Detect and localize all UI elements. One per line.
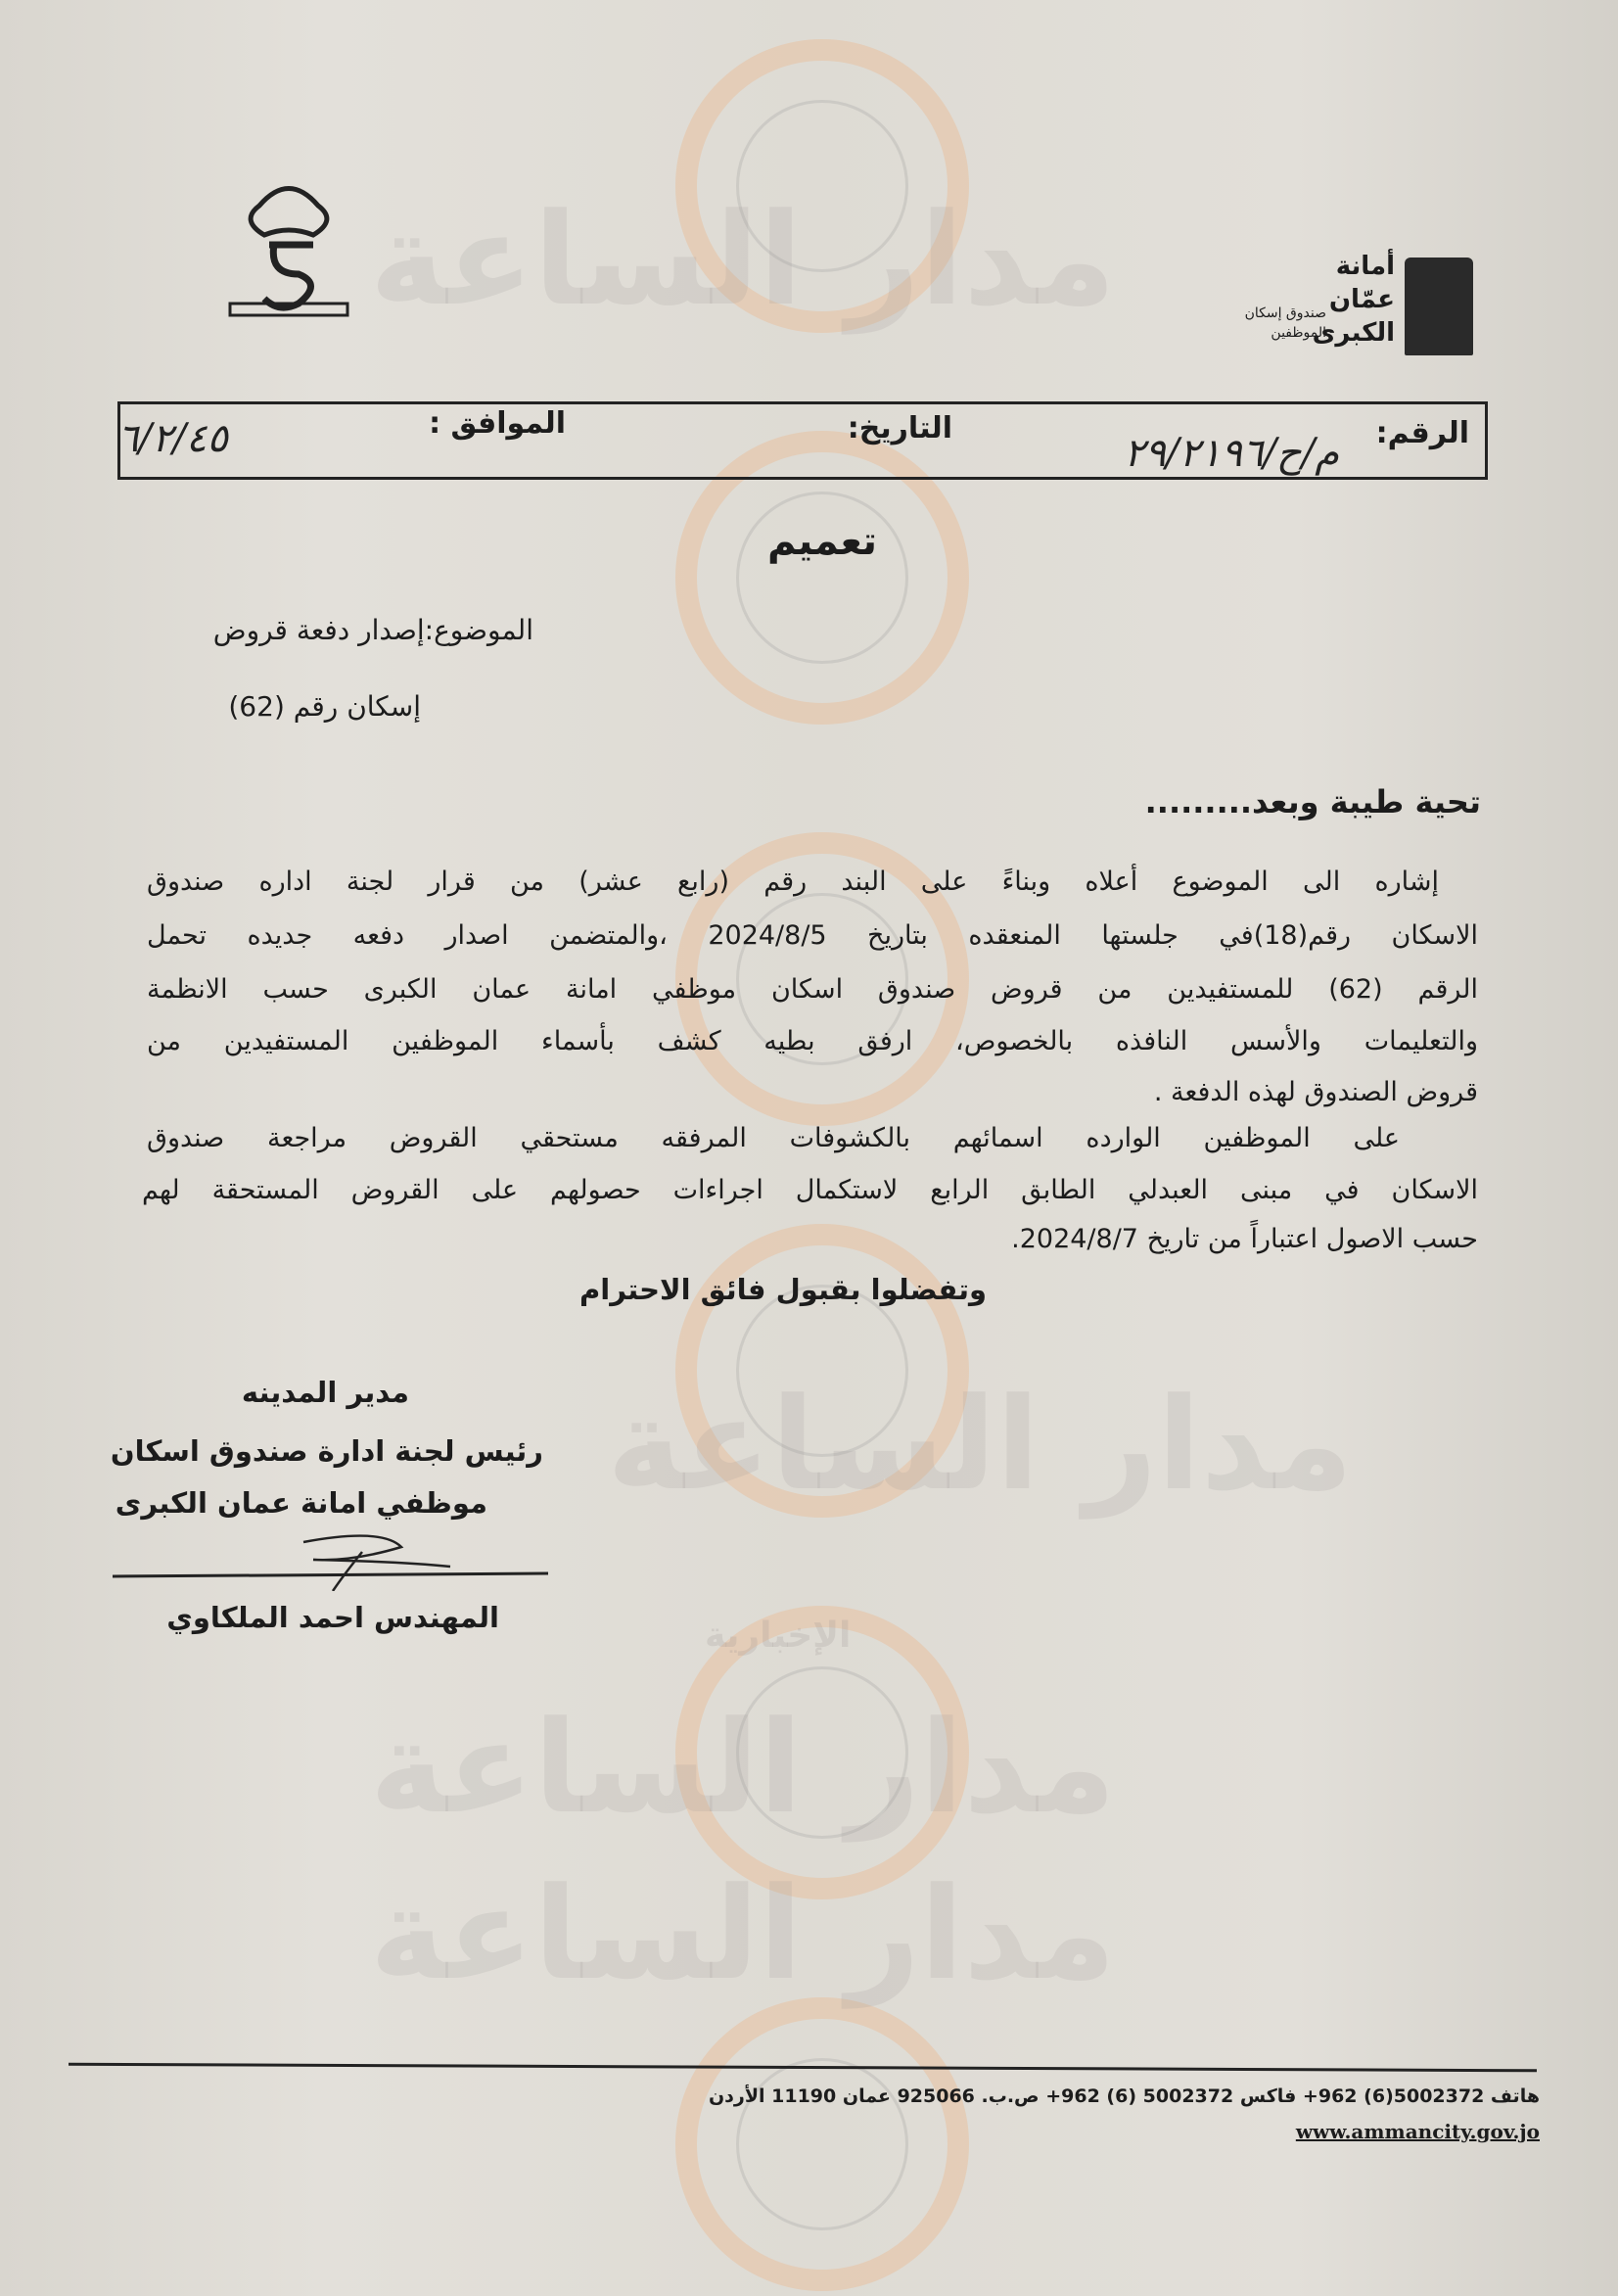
watermark-text: مدار الساعة	[607, 1370, 1354, 1519]
body-line: الاسكان في مبنى العبدلي الطابق الرابع لاستكمال اجراءات حصولهم على القروض المستحقة لهم	[142, 1175, 1478, 1205]
footer-contact: هاتف 5002372(6) 962+ فاكس 5002372 (6) 962+ ص.ب. 925066 عمان 11190 الأردن	[708, 2085, 1540, 2107]
signatory-title: مدير المدينه	[241, 1376, 409, 1409]
crown-emblem-logo	[220, 166, 357, 328]
subject-line-2: إسكان رقم (62)	[228, 690, 421, 723]
date-label: التاريخ:	[847, 411, 952, 445]
footer-website-link[interactable]: www.ammancity.gov.jo	[1295, 2120, 1540, 2143]
hijri-value: ٦/٢/٤٥	[117, 416, 228, 461]
signatory-title: رئيس لجنة ادارة صندوق اسكان	[110, 1434, 543, 1468]
subject-line: الموضوع:إصدار دفعة قروض	[212, 614, 533, 646]
watermark-clock	[675, 39, 969, 333]
body-line: إشاره الى الموضوع أعلاه وبناءً على البند رقم (رابع عشر) من قرار لجنة اداره صندوق	[147, 867, 1439, 897]
handwritten-signature	[108, 1523, 558, 1591]
closing: وتفضلوا بقبول فائق الاحترام	[579, 1273, 987, 1306]
watermark-clock	[675, 1224, 969, 1518]
logo-text: الكبرى	[1312, 318, 1395, 348]
amman-municipality-logo	[1244, 250, 1473, 362]
number-label: الرقم:	[1375, 416, 1469, 450]
body-line: الرقم (62) للمستفيدين من قروض صندوق اسكان موظفي امانة عمان الكبرى حسب الانظمة	[147, 974, 1478, 1005]
logo-text: أمانة	[1335, 252, 1395, 281]
watermark-text: مدار الساعة	[369, 1859, 1116, 2008]
number-value: م/ح/٢٩/٢١٩٦	[1124, 431, 1339, 476]
logo-emblem-icon	[1405, 258, 1473, 355]
watermark-subtext: الإخبارية	[705, 1616, 852, 1656]
signatory-title: موظفي امانة عمان الكبرى	[115, 1486, 487, 1520]
watermark-text: مدار الساعة	[369, 185, 1116, 334]
body-line: حسب الاصول اعتباراً من تاريخ 2024/8/7.	[1011, 1224, 1478, 1254]
hijri-label: الموافق :	[429, 406, 566, 441]
watermark-clock	[675, 1997, 969, 2291]
logo-text: عمّان	[1328, 285, 1395, 314]
greeting: تحية طيبة وبعد.........	[1144, 783, 1481, 820]
body-line: والتعليمات والأسس النافذه بالخصوص، ارفق بطيه كشف بأسماء الموظفين المستفيدين من	[147, 1026, 1478, 1056]
footer-divider	[69, 2063, 1537, 2073]
logo-subtext: صندوق إسكان	[1244, 305, 1326, 321]
watermark-text: مدار الساعة	[369, 1693, 1116, 1842]
body-line: قروض الصندوق لهذه الدفعة .	[1153, 1077, 1478, 1107]
document-title: تعميم	[766, 519, 878, 564]
signatory-name: المهندس احمد الملكاوي	[166, 1601, 499, 1634]
body-line: الاسكان رقم(18)في جلستها المنعقده بتاريخ 2024/8/5 ،والمتضمن اصدار دفعه جديده تحمل	[147, 920, 1478, 951]
logo-subtext: الموظفين	[1271, 325, 1326, 341]
body-line: على الموظفين الوارده اسمائهم بالكشوفات المرفقه مستحقي القروض مراجعة صندوق	[147, 1123, 1400, 1153]
